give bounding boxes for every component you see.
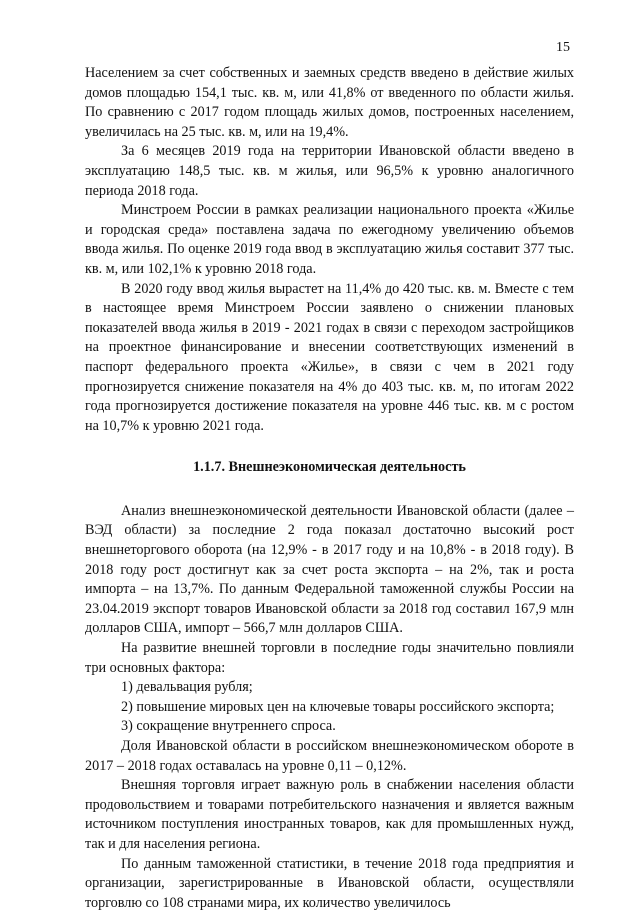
- paragraph-customs-statistics: По данным таможенной статистики, в течение 2018 года предприятия и организации, зарегистрированные в Ивановской области, осуществляли торговлю со 108 странами мира, их количество увеличилось: [85, 855, 574, 911]
- paragraph-ved-analysis: Анализ внешнеэкономической деятельности Ивановской области (далее – ВЭД области) за последние 2 года показал достаточно высокий рост внешнеторгового оборота (на 12,9% - в 2017 году и на 10,8% - в 2018 году). В 2018 году рост достигнут как за счет роста экспорта – на 2%, так и роста импорта – на 13,7%. По данным Федеральной таможенной службы России на 23.04.2019 экспорт товаров Ивановской области за 2018 год составил 167,9 млн долларов США, импорт – 566,7 млн долларов США.: [85, 502, 574, 637]
- paragraph-minstroy-project: Минстроем России в рамках реализации национального проекта «Жилье и городская среда» поставлена задача по ежегодному увеличению объемов ввода жилья. По оценке 2019 года ввод в эксплуатацию жилья составит 377 тыс. кв. м, или 102,1% к уровню 2018 года.: [85, 202, 574, 277]
- paragraph-housing-population: Населением за счет собственных и заемных средств введено в действие жилых домов площадью 154,1 тыс. кв. м, или 41,8% от введенного по области жилья. По сравнению с 2017 годом площадь жилых домов, построенных населением, увеличилась на 25 тыс. кв. м, или на 19,4%.: [85, 65, 574, 140]
- list-item-factor-3: 3) сокращение внутреннего спроса.: [121, 718, 336, 735]
- document-body: [85, 64, 574, 913]
- paragraph-housing-forecast: В 2020 году ввод жилья вырастет на 11,4% до 420 тыс. кв. м. Вместе с тем в настоящее время Минстроем России заявлено о снижении плановых показателей ввода жилья в 2019 - 2021 годах в связи с переходом застройщиков на проектное финансирование и внесении соответствующих изменений в паспорт федерального проекта «Жилье», в связи с чем в 2021 году прогнозируется снижение показателя на 4% до 403 тыс. кв. м, по итогам 2022 года прогнозируется достижение показателя на уровне 446 тыс. кв. м с ростом на 10,7% к уровню 2021 года.: [85, 280, 574, 434]
- section-heading: 1.1.7. Внешнеэкономическая деятельность: [193, 459, 466, 476]
- list-item-factor-1: 1) девальвация рубля;: [121, 679, 253, 696]
- list-item-factor-2: 2) повышение мировых цен на ключевые товары российского экспорта;: [121, 698, 555, 715]
- paragraph-region-share: Доля Ивановской области в российском внешнеэкономическом обороте в 2017 – 2018 годах оставалась на уровне 0,11 – 0,12%.: [85, 738, 574, 774]
- paragraph-foreign-trade-role: Внешняя торговля играет важную роль в снабжении населения области продовольствием и товарами потребительского назначения и является важным источником поступления иностранных товаров, как для промышленных нужд, так и для населения региона.: [85, 777, 574, 852]
- page-number: 15: [556, 40, 570, 55]
- paragraph-housing-6-months: За 6 месяцев 2019 года на территории Ивановской области введено в эксплуатацию 148,5 тыс. кв. м жилья, или 96,5% к уровню аналогичного периода 2018 года.: [85, 143, 574, 199]
- paragraph-factors-intro: На развитие внешней торговли в последние годы значительно повлияли три основных фактора:: [85, 640, 574, 676]
